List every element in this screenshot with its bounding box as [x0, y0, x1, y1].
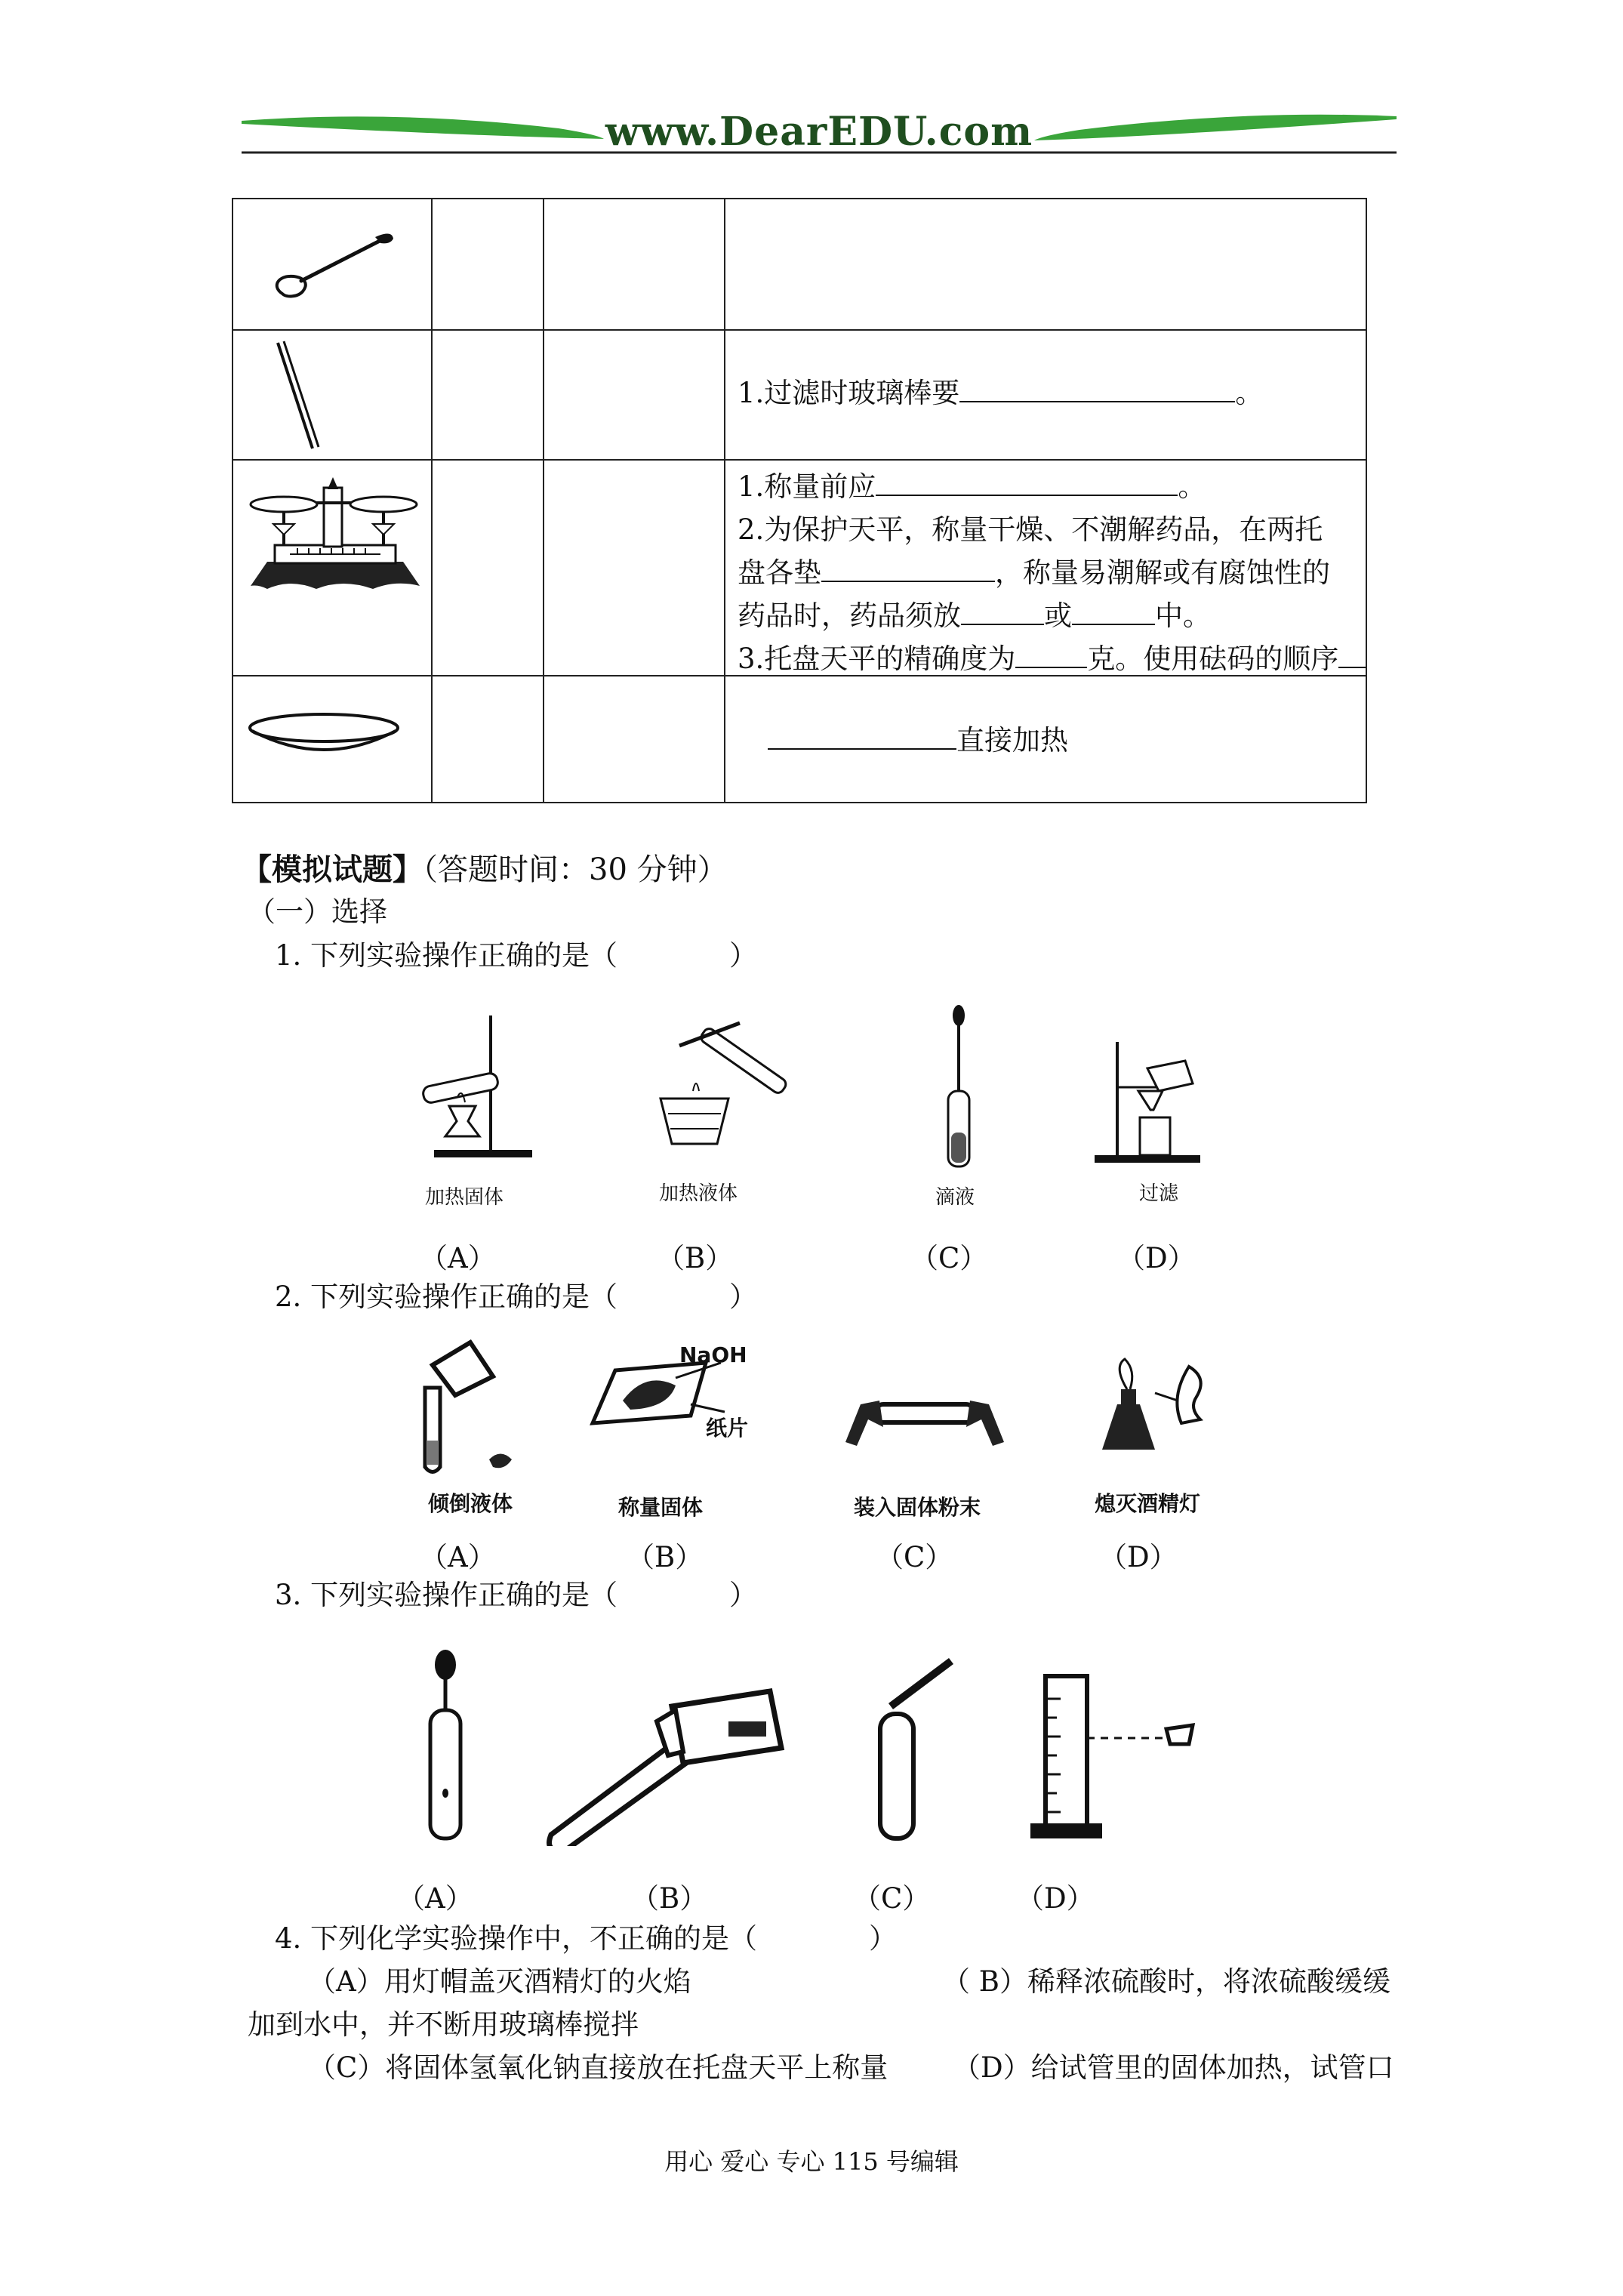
q1-label-c: （C） — [910, 1242, 988, 1274]
balance-note-4: 药品时，药品须放 — [738, 599, 961, 632]
q3-figure-b — [528, 1680, 785, 1846]
evaporating-dish-icon — [245, 705, 403, 766]
q4-option-b-cont: 加到水中，并不断用玻璃棒搅拌 — [248, 2008, 639, 2041]
q2-figure-d — [1083, 1351, 1219, 1472]
spoon-icon — [263, 222, 399, 313]
site-url: www.DearEDU.com — [605, 109, 1033, 155]
q3-stem: 3. 下列实验操作正确的是（ ） — [275, 1579, 758, 1611]
page-header — [242, 106, 1397, 162]
q1-figure-b — [649, 1008, 800, 1166]
q2-caption-d: 熄灭酒精灯 — [1094, 1491, 1200, 1516]
q4-option-b: （ B）稀释浓硫酸时，将浓硫酸缓缓 — [942, 1965, 1390, 1998]
glass-rod-icon — [267, 335, 328, 456]
section-time: （答题时间：30 分钟） — [423, 852, 728, 887]
q3-label-a: （A） — [397, 1882, 473, 1915]
q1-label-a: （A） — [420, 1242, 496, 1274]
part-heading: （一）选择 — [248, 895, 387, 928]
page-footer: 用心 爱心 专心 115 号编辑 — [664, 2147, 959, 2176]
q4-stem: 4. 下列化学实验操作中，不正确的是（ ） — [275, 1922, 898, 1955]
q2-caption-c: 装入固体粉末 — [853, 1495, 981, 1520]
q1-figure-c — [929, 1000, 989, 1182]
q4-option-a: （A）用灯帽盖灭酒精灯的火焰 — [308, 1965, 691, 1998]
balance-note-1: 1.称量前应 — [738, 470, 876, 503]
q2-figure-a — [414, 1335, 534, 1478]
q3-figure-c — [868, 1653, 966, 1850]
dish-note: 直接加热 — [956, 724, 1068, 757]
q2-paper-label: 纸片 — [706, 1416, 749, 1441]
q1-caption-c: 滴液 — [935, 1186, 975, 1209]
q1-label-b: （B） — [657, 1242, 734, 1274]
q1-caption-a: 加热固体 — [424, 1186, 504, 1209]
q2-label-b: （B） — [627, 1541, 704, 1573]
instrument-table: 1.过滤时玻璃棒要 。 1.称量前应 。 2.为保护天平，称量干燥、不潮解药品，在两托 盘各垫 ，称量易潮解或有腐蚀性的 药品时，药品须放 或 中。 3.托盘天平的精确度为 克。使用砝码的顺序 直接加热 — [232, 198, 1367, 803]
q2-stem: 2. 下列实验操作正确的是（ ） — [275, 1281, 758, 1313]
balance-note-5: 3.托盘天平的精确度为 — [738, 643, 1016, 675]
q1-label-d: （D） — [1117, 1242, 1196, 1274]
q2-figure-c — [838, 1374, 1012, 1457]
q1-stem: 1. 下列实验操作正确的是（ ） — [275, 939, 758, 972]
q1-caption-b: 加热液体 — [658, 1182, 738, 1205]
section-title: 【模拟试题】 — [242, 852, 423, 887]
balance-note-2: 2.为保护天平，称量干燥、不潮解药品，在两托 — [738, 513, 1323, 546]
q1-figure-a — [408, 1008, 544, 1174]
rod-note-1: 1.过滤时玻璃棒要 — [738, 377, 960, 409]
balance-note-3: 盘各垫 — [738, 556, 821, 589]
q4-option-c: （C）将固体氢氧化钠直接放在托盘天平上称量 — [308, 2051, 888, 2084]
q2-label-c: （C） — [876, 1541, 953, 1573]
q3-label-b: （B） — [631, 1882, 708, 1915]
q1-caption-d: 过滤 — [1138, 1182, 1178, 1205]
q3-figure-d — [1019, 1669, 1208, 1850]
q2-label-d: （D） — [1099, 1541, 1178, 1573]
balance-icon — [245, 473, 426, 609]
q3-figure-a — [415, 1642, 476, 1846]
q1-figure-d — [1079, 1034, 1215, 1170]
q2-caption-b: 称量固体 — [617, 1495, 703, 1520]
q2-naoh-label: NaOH — [679, 1342, 747, 1367]
q4-option-d: （D）给试管里的固体加热，试管口 — [953, 2051, 1394, 2084]
q3-label-d: （D） — [1016, 1882, 1095, 1915]
q2-label-a: （A） — [420, 1541, 496, 1573]
q3-label-c: （C） — [853, 1882, 931, 1915]
q2-caption-a: 倾倒液体 — [427, 1491, 513, 1516]
